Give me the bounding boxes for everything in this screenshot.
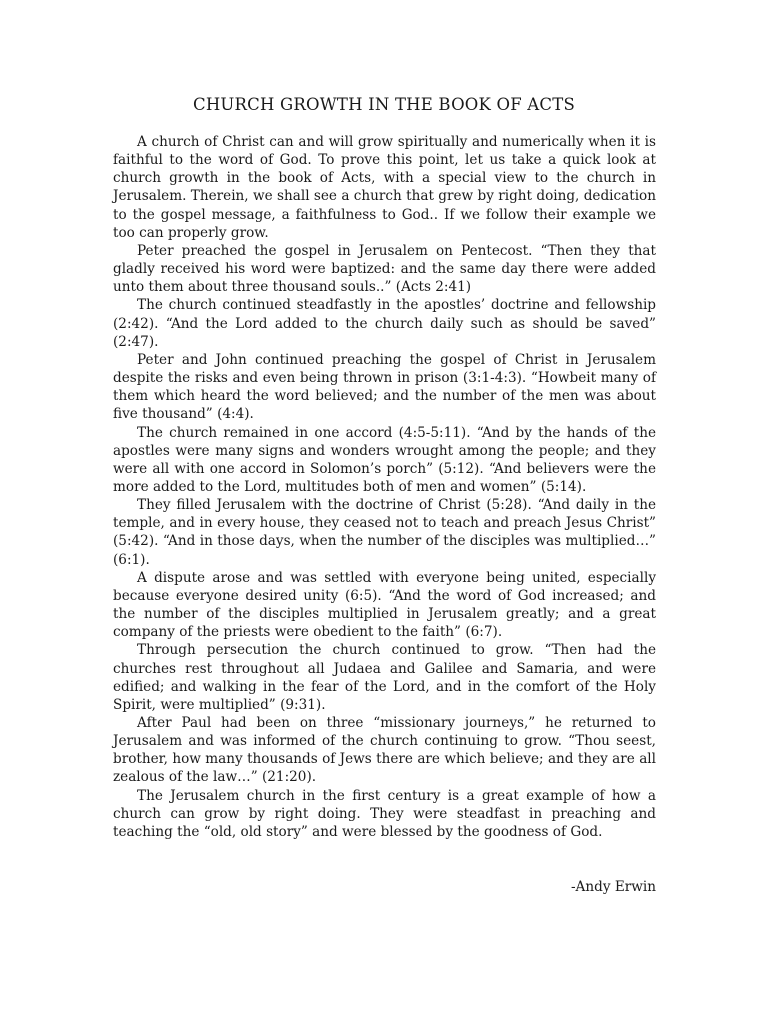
paragraph-1: A church of Christ can and will grow spiritually and numerically when it is faithful to the word of God. To prove this point, let us take a quick look at church growth in the book of Acts, with a special view to the church in Jerusalem. Therein, we shall see a church that grew by right doing, dedication to the gospel message, a faithfulness to God.. If we follow their example we too can properly grow. (113, 134, 656, 241)
paragraph-8: Through persecution the church continued to grow. “Then had the churches rest throughout all Judaea and Galilee and Samaria, and were edified; and walking in the fear of the Lord, and in the comfort of the Holy Spirit, were multiplied” (9:31). (113, 642, 656, 713)
paragraph-9: After Paul had been on three “missionary journeys,” he returned to Jerusalem and was informed of the church continuing to grow. “Thou seest, brother, how many thousands of Jews there are which believe; and they are all zealous of the law…” (21:20). (113, 715, 656, 786)
author-signature: -Andy Erwin (570, 879, 656, 895)
paragraph-5: The church remained in one accord (4:5-5:11). “And by the hands of the apostles were many signs and wonders wrought among the people; and they were all with one accord in Solomon’s porch” (5:12). “And believers were the more added to the Lord, multitudes both of men and women” (5:14). (113, 424, 656, 495)
paragraph-10: The Jerusalem church in the first century is a great example of how a church can grow by right doing. They were steadfast in preaching and teaching the “old, old story” and were blessed by the goodness of God. (113, 787, 656, 840)
paragraph-2: Peter preached the gospel in Jerusalem on Pentecost. “Then they that gladly received his word were baptized: and the same day there were added unto them about three thousand souls..” (Acts 2:41) (113, 242, 656, 296)
paragraph-3: The church continued steadfastly in the apostles’ doctrine and fellowship (2:42). “And the Lord added to the church daily such as should be saved” (2:47). (113, 297, 656, 350)
page-title: CHURCH GROWTH IN THE BOOK OF ACTS (193, 95, 575, 114)
paragraph-4: Peter and John continued preaching the gospel of Christ in Jerusalem despite the risks and even being thrown in prison (3:1-4:3). “Howbeit many of them which heard the word believed; and the number of the men was about five thousand” (4:4). (113, 351, 656, 423)
paragraph-6: They filled Jerusalem with the doctrine of Christ (5:28). “And daily in the temple, and in every house, they ceased not to teach and preach Jesus Christ” (5:42). “And in those days, when the number of the disciples was multiplied…” (6:1). (113, 497, 656, 568)
paragraph-7: A dispute arose and was settled with everyone being united, especially because everyone desired unity (6:5). “And the word of God increased; and the number of the disciples multiplied in Jerusalem greatly; and a great company of the priests were obedient to the faith” (6:7). (113, 569, 656, 641)
article-body (113, 133, 656, 841)
